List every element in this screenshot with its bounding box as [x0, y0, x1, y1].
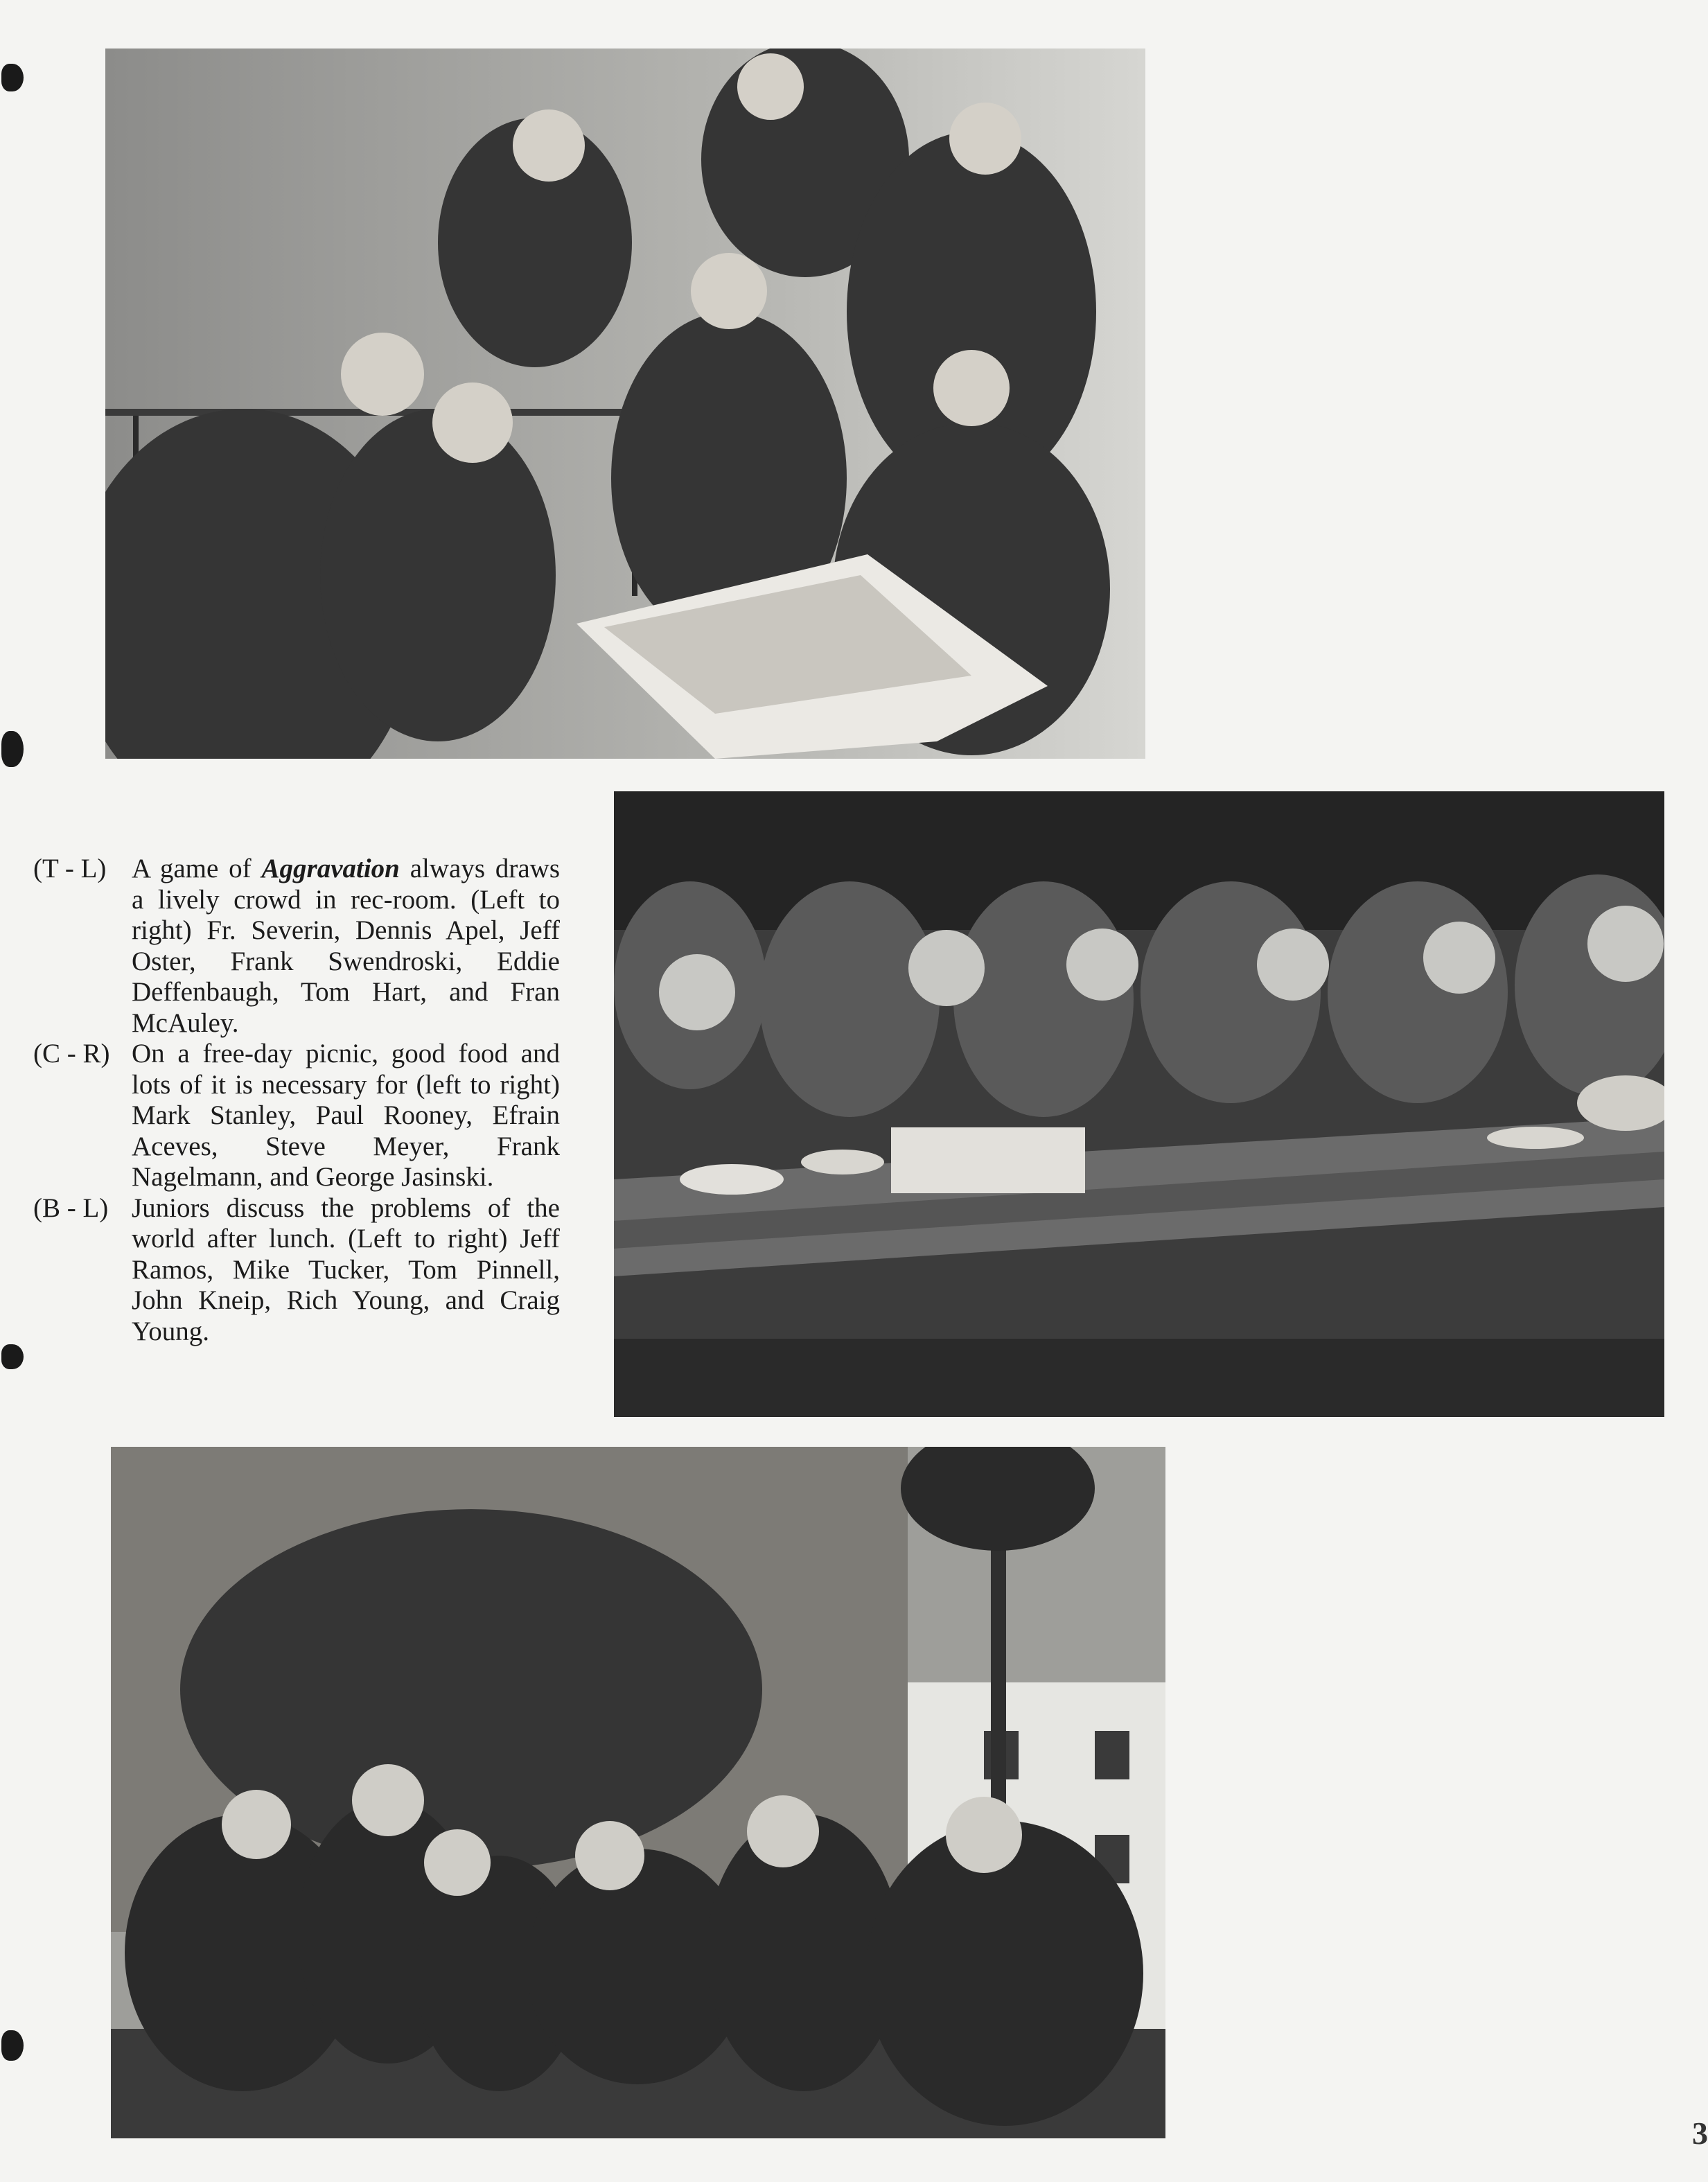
binder-hole [1, 2030, 24, 2061]
caption-text: Juniors discuss the problems of the world after lunch. (Left to right) Jeff Ramos, Mike Tucker, Tom Pinnell, John Kneip, Rich Young, and Craig Young. [132, 1193, 560, 1346]
caption-text-start: A game of [132, 854, 262, 883]
binder-hole [1, 1344, 24, 1369]
caption-label: (B - L) [33, 1193, 109, 1223]
caption-text [132, 854, 560, 1039]
caption-label: (C - R) [33, 1039, 110, 1068]
caption-label: (T - L) [33, 854, 107, 883]
photo-captions [33, 854, 560, 1347]
caption-center-right [33, 1039, 560, 1193]
juniors-lawn-photo [111, 1447, 1165, 2138]
caption-top-left [33, 854, 560, 1039]
binder-hole [1, 64, 24, 91]
picnic-image [614, 791, 1664, 1417]
binder-hole [1, 731, 24, 767]
picnic-photo [614, 791, 1664, 1417]
page-number: 3 [1692, 2115, 1708, 2151]
caption-bottom-left [33, 1193, 560, 1348]
aggravation-game-photo [105, 49, 1145, 759]
game-title: Aggravation [261, 854, 400, 883]
caption-text: On a free-day picnic, good food and lots of it is necessary for (left to right) Mark Stanley, Paul Rooney, Efrain Aceves, Steve Meyer, Frank Nagelmann, and George Jasinski. [132, 1039, 560, 1192]
aggravation-game-image [105, 49, 1145, 759]
juniors-lawn-image [111, 1447, 1165, 2138]
caption-text-end: always draws a lively crowd in rec-room. (Left to right) Fr. Severin, Dennis Apel, Jeff Oster, Frank Swendroski, Eddie Deffenbaugh, Tom Hart, and Fran McAuley. [132, 854, 560, 1038]
